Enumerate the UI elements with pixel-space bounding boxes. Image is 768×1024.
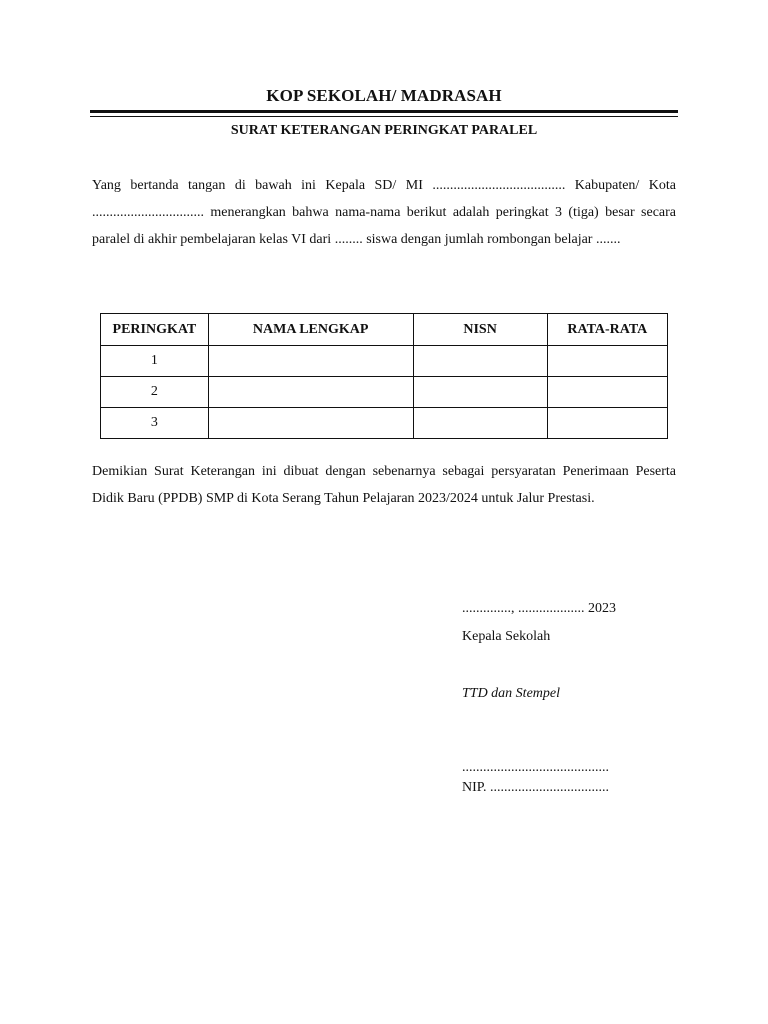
- header-nisn: NISN: [413, 314, 547, 346]
- cell-avg: [547, 408, 667, 439]
- intro-paragraph: Yang bertanda tangan di bawah ini Kepala SD/ MI ...................................... Kabupaten/ Kota ................................ menerangkan bahwa nama-nama berikut adalah peringkat 3 (tiga) besar secara paralel di akhir pembelajaran kelas VI dari ........ siswa dengan jumlah rombongan belajar .......: [92, 178, 676, 247]
- signature-name-line: ..........................................: [462, 760, 609, 775]
- cell-avg: [547, 346, 667, 377]
- signature-stamp-note: TTD dan Stempel: [462, 686, 560, 701]
- cell-name: [208, 346, 413, 377]
- cell-rank: 2: [101, 377, 209, 408]
- closing-paragraph: Demikian Surat Keterangan ini dibuat dengan sebenarnya sebagai persyaratan Penerimaan Peserta Didik Baru (PPDB) SMP di Kota Serang Tahun Pelajaran 2023/2024 untuk Jalur Prestasi.: [92, 464, 676, 506]
- signature-nip-line: NIP. ..................................: [462, 780, 610, 795]
- cell-nisn: [413, 377, 547, 408]
- signature-role: Kepala Sekolah: [462, 629, 551, 644]
- letterhead-title: KOP SEKOLAH/ MADRASAH: [266, 86, 502, 105]
- table-row: [101, 377, 668, 408]
- header-peringkat: PERINGKAT: [101, 314, 209, 346]
- cell-nisn: [413, 408, 547, 439]
- cell-name: [208, 377, 413, 408]
- table-row: [101, 346, 668, 377]
- cell-rank: 3: [101, 408, 209, 439]
- ranking-table: [100, 313, 668, 439]
- header-rata-rata: RATA-RATA: [547, 314, 667, 346]
- table-header-row: [101, 314, 668, 346]
- table-row: [101, 408, 668, 439]
- document-title: SURAT KETERANGAN PERINGKAT PARALEL: [230, 123, 538, 138]
- letterhead-divider-thin: [90, 116, 678, 117]
- letterhead-divider-thick: [90, 110, 678, 113]
- signature-date-line: .............., ................... 2023: [462, 601, 616, 616]
- header-nama-lengkap: NAMA LENGKAP: [208, 314, 413, 346]
- cell-name: [208, 408, 413, 439]
- cell-nisn: [413, 346, 547, 377]
- cell-avg: [547, 377, 667, 408]
- cell-rank: 1: [101, 346, 209, 377]
